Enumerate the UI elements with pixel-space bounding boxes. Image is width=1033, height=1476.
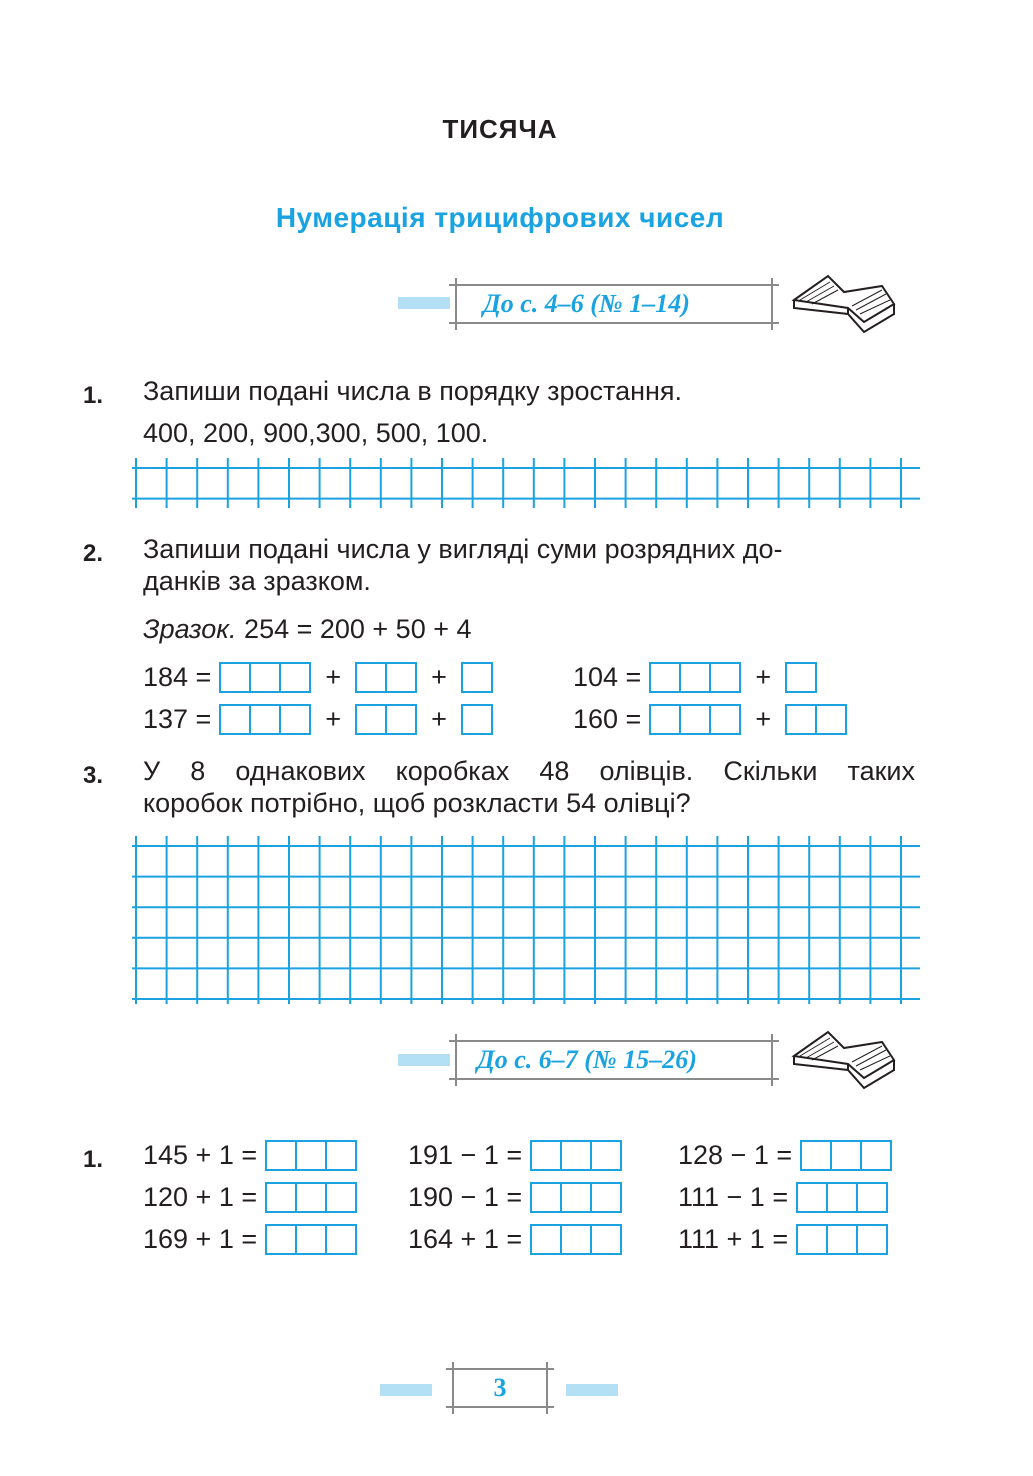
answer-cells[interactable] [785, 662, 817, 693]
answer-cells[interactable] [649, 704, 741, 735]
decomposition-number: 137 = [143, 704, 212, 734]
answer-cell[interactable] [787, 664, 815, 691]
plus-sign: + [755, 704, 772, 734]
answer-cells[interactable] [219, 662, 311, 693]
arithmetic-expression: 111 − 1 = [678, 1182, 789, 1212]
open-book-icon [788, 1026, 898, 1092]
answer-cell[interactable] [387, 664, 415, 691]
sample-line [143, 614, 472, 645]
answer-cells[interactable] [461, 662, 493, 693]
arithmetic-row [143, 1182, 357, 1213]
answer-cells[interactable] [530, 1224, 622, 1255]
arithmetic-row [678, 1140, 892, 1171]
exercise-text: Запиши подані числа у вигляді суми розрядних до- [143, 534, 783, 564]
arithmetic-expression: 120 + 1 = [143, 1182, 258, 1212]
answer-cell[interactable] [798, 1226, 828, 1253]
sample-label: Зразок. [143, 614, 237, 644]
answer-cell[interactable] [858, 1184, 886, 1211]
arithmetic-expression: 145 + 1 = [143, 1140, 258, 1170]
answer-cells[interactable] [265, 1182, 357, 1213]
arithmetic-row [678, 1224, 888, 1255]
arithmetic-expression: 169 + 1 = [143, 1224, 258, 1254]
answer-cell[interactable] [592, 1142, 620, 1169]
answer-cell[interactable] [327, 1184, 355, 1211]
ref-frame [455, 278, 773, 330]
answer-cell[interactable] [858, 1226, 886, 1253]
exercise-text: Запиши подані числа в порядку зростання. [143, 376, 683, 406]
exercise-number: 3. [83, 762, 104, 789]
answer-cell[interactable] [267, 1142, 297, 1169]
answer-cell[interactable] [711, 706, 739, 733]
answer-cell[interactable] [532, 1184, 562, 1211]
answer-cells[interactable] [796, 1224, 888, 1255]
answer-cell[interactable] [221, 706, 251, 733]
exercise-number: 1. [83, 382, 104, 409]
page-number-frame [452, 1362, 548, 1414]
answer-cell[interactable] [862, 1142, 890, 1169]
arithmetic-row [408, 1224, 622, 1255]
answer-cell[interactable] [802, 1142, 832, 1169]
exercise-text: данків за зразком. [143, 566, 371, 596]
decomposition-row [143, 704, 493, 735]
answer-cell[interactable] [463, 706, 491, 733]
answer-cells[interactable] [530, 1140, 622, 1171]
answer-cell[interactable] [828, 1226, 858, 1253]
decomposition-row [573, 704, 847, 735]
plus-sign: + [431, 704, 447, 734]
answer-cell[interactable] [562, 1184, 592, 1211]
arithmetic-row [408, 1182, 622, 1213]
answer-cells[interactable] [219, 704, 311, 735]
answer-cell[interactable] [327, 1226, 355, 1253]
answer-cell[interactable] [267, 1184, 297, 1211]
footer-tab-bar [380, 1384, 432, 1396]
decomposition-row [143, 662, 493, 693]
answer-cells[interactable] [265, 1140, 357, 1171]
answer-cells[interactable] [355, 704, 417, 735]
answer-cell[interactable] [592, 1226, 620, 1253]
answer-cell[interactable] [592, 1184, 620, 1211]
answer-cell[interactable] [828, 1184, 858, 1211]
answer-cell[interactable] [327, 1142, 355, 1169]
decomposition-number: 184 = [143, 662, 212, 692]
answer-cell[interactable] [651, 706, 681, 733]
footer-tab-bar [566, 1384, 618, 1396]
arithmetic-row [678, 1182, 888, 1213]
chapter-title: ТИСЯЧА [442, 114, 558, 144]
answer-cells[interactable] [800, 1140, 892, 1171]
section-title: Нумерація трицифрових чисел [275, 202, 725, 233]
answer-grid[interactable] [132, 836, 920, 1004]
answer-cell[interactable] [832, 1142, 862, 1169]
arithmetic-expression: 111 + 1 = [678, 1224, 789, 1254]
sample-expression: 254 = 200 + 50 + 4 [244, 614, 472, 644]
arithmetic-expression: 190 − 1 = [408, 1182, 523, 1212]
answer-cell[interactable] [562, 1142, 592, 1169]
exercise-number: 2. [83, 540, 104, 567]
answer-cell[interactable] [281, 706, 309, 733]
exercise-numbers: 400, 200, 900,300, 500, 100. [143, 418, 489, 448]
answer-cell[interactable] [817, 706, 845, 733]
answer-cell[interactable] [297, 1226, 327, 1253]
arithmetic-expression: 191 − 1 = [408, 1140, 523, 1170]
ref-tab-bar [398, 297, 450, 309]
answer-cell[interactable] [532, 1142, 562, 1169]
answer-cells[interactable] [649, 662, 741, 693]
arithmetic-row [143, 1140, 357, 1171]
answer-cells[interactable] [355, 662, 417, 693]
answer-cell[interactable] [681, 664, 711, 691]
answer-cell[interactable] [357, 664, 387, 691]
answer-cell[interactable] [532, 1226, 562, 1253]
answer-cell[interactable] [297, 1142, 327, 1169]
answer-cells[interactable] [265, 1224, 357, 1255]
decomposition-number: 104 = [573, 662, 642, 692]
answer-cell[interactable] [681, 706, 711, 733]
exercise-number: 1. [83, 1146, 104, 1173]
plus-sign: + [431, 662, 447, 692]
answer-cell[interactable] [357, 706, 387, 733]
arithmetic-expression: 164 + 1 = [408, 1224, 523, 1254]
answer-cell[interactable] [221, 664, 251, 691]
decomposition-row [573, 662, 817, 693]
exercise-text: У 8 однакових коробках 48 олівців. Скільки таких [143, 756, 915, 786]
answer-cells[interactable] [785, 704, 847, 735]
answer-cell[interactable] [297, 1184, 327, 1211]
ref-label: До с. 6–7 (№ 15–26) [477, 1045, 697, 1074]
answer-cell[interactable] [651, 664, 681, 691]
page-number: 3 [493, 1373, 507, 1402]
answer-cells[interactable] [796, 1182, 888, 1213]
answer-cell[interactable] [463, 664, 491, 691]
plus-sign: + [325, 704, 342, 734]
answer-cell[interactable] [711, 664, 739, 691]
answer-cell[interactable] [251, 706, 281, 733]
answer-cell[interactable] [798, 1184, 828, 1211]
answer-cell[interactable] [787, 706, 817, 733]
ref-tab-bar [398, 1054, 450, 1066]
answer-cell[interactable] [281, 664, 309, 691]
answer-cell[interactable] [267, 1226, 297, 1253]
open-book-icon [788, 270, 898, 336]
answer-cells[interactable] [461, 704, 493, 735]
plus-sign: + [325, 662, 342, 692]
answer-cell[interactable] [562, 1226, 592, 1253]
arithmetic-row [408, 1140, 622, 1171]
arithmetic-expression: 128 − 1 = [678, 1140, 793, 1170]
exercise-text: коробок потрібно, щоб розкласти 54 олівці? [143, 788, 691, 818]
answer-grid[interactable] [132, 458, 920, 508]
answer-cells[interactable] [530, 1182, 622, 1213]
answer-cell[interactable] [251, 664, 281, 691]
plus-sign: + [755, 662, 772, 692]
ref-frame [455, 1034, 773, 1086]
answer-cell[interactable] [387, 706, 415, 733]
decomposition-number: 160 = [573, 704, 642, 734]
arithmetic-row [143, 1224, 357, 1255]
ref-label: До с. 4–6 (№ 1–14) [483, 289, 690, 318]
